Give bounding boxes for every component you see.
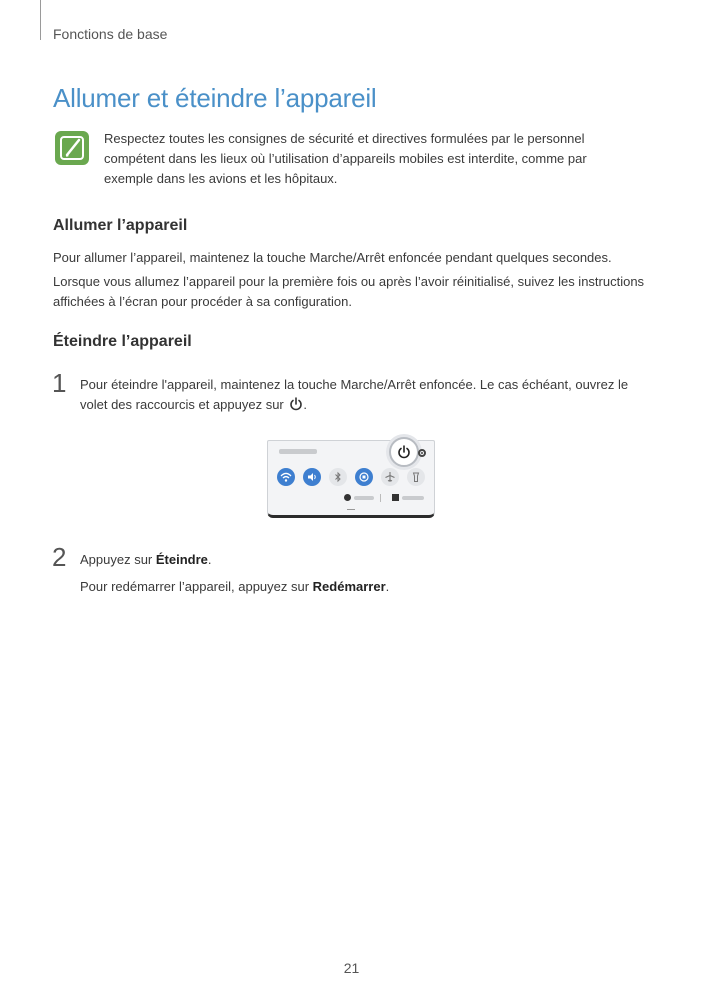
quick-panel-separator xyxy=(380,494,381,502)
bluetooth-tile-icon xyxy=(329,468,347,486)
power-on-paragraph-1: Pour allumer l’appareil, maintenez la touche Marche/Arrêt enfoncée pendant quelques secondes. xyxy=(53,250,612,265)
step-2-text-after: . xyxy=(207,552,212,567)
power-on-paragraph-2: Lorsque vous allumez l’appareil pour la première fois ou après l’avoir réinitialisé, suivez les instructions affichées à l’écran pour procéder à sa configuration. xyxy=(53,274,645,309)
media-icon xyxy=(344,494,351,501)
heading-power-on: Allumer l’appareil xyxy=(53,217,188,234)
sound-tile-icon xyxy=(303,468,321,486)
note-icon xyxy=(55,131,89,165)
media-label-bar xyxy=(354,496,374,500)
turn-off-label: Éteindre xyxy=(155,552,208,567)
step-2-sub-before: Pour redémarrer l’appareil, appuyez sur xyxy=(80,579,313,594)
step-2-subtext xyxy=(80,577,650,597)
step-2-text xyxy=(80,550,650,570)
section-label: Fonctions de base xyxy=(53,26,168,42)
flashlight-tile-icon xyxy=(407,468,425,486)
quick-panel-illustration xyxy=(267,440,435,518)
step-1-text-body: Pour éteindre l'appareil, maintenez la touche Marche/Arrêt enfoncée. Le cas échéant, ouvrez le volet des raccourcis et appuyez sur xyxy=(80,377,629,412)
airplane-tile-icon xyxy=(381,468,399,486)
margin-line xyxy=(40,0,41,40)
power-icon xyxy=(289,397,303,411)
page-title: Allumer et éteindre l’appareil xyxy=(53,83,377,113)
step-1-text-end: . xyxy=(303,397,308,412)
restart-label: Redémarrer xyxy=(312,579,386,594)
power-icon xyxy=(397,445,411,459)
quick-panel-handle xyxy=(347,509,355,510)
devices-icon xyxy=(392,494,399,501)
page-number: 21 xyxy=(343,960,360,976)
step-2-text-before: Appuyez sur xyxy=(80,552,156,567)
quick-panel-date xyxy=(279,449,317,454)
step-1-text xyxy=(80,375,650,415)
step-number-1: 1 xyxy=(52,368,67,398)
settings-gear-icon xyxy=(417,448,427,458)
auto-rotate-tile-icon xyxy=(355,468,373,486)
step-number-2: 2 xyxy=(52,542,67,572)
wifi-tile-icon xyxy=(277,468,295,486)
quick-panel-power-button xyxy=(389,437,419,467)
devices-label-bar xyxy=(402,496,424,500)
step-2-sub-after: . xyxy=(385,579,390,594)
note-text: Respectez toutes les consignes de sécurité et directives formulées par le personnel compétent dans les lieux où l’utilisation d’appareils mobiles est interdite, comme par exemple dans les avions et les hôpitaux. xyxy=(104,131,587,186)
heading-power-off: Éteindre l’appareil xyxy=(53,333,192,350)
